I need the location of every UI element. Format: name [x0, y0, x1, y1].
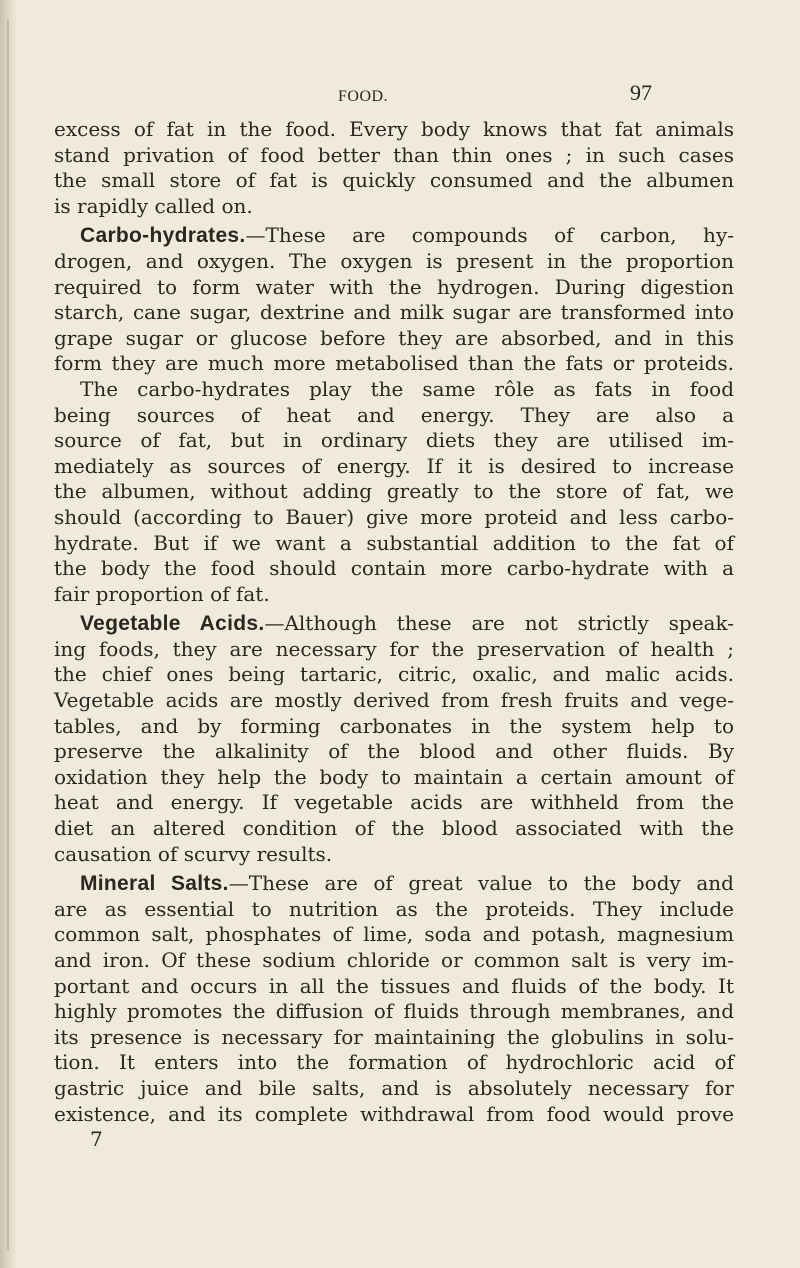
text-line: ing foods, they are necessary for the preservation of health ;	[54, 636, 734, 661]
text-line: excess of fat in the food. Every body knows that fat animals	[54, 117, 734, 141]
paragraph-vegetable-acids	[54, 611, 734, 867]
heading-line-text: —These are compounds of carbon, hy-	[245, 223, 734, 248]
text-line: hydrate. But if we want a substantial addition to the fat of	[54, 530, 734, 555]
section-heading-mineral-salts: Mineral Salts.	[80, 872, 229, 896]
text-line: stand privation of food better than thin ones ; in such cases	[54, 142, 734, 167]
text-line: The carbo-hydrates play the same rôle as fats in food	[80, 376, 734, 401]
text-line: is rapidly called on.	[54, 193, 253, 218]
body-text	[54, 117, 734, 1151]
text-line: drogen, and oxygen. The oxygen is present in the proportion	[54, 248, 734, 273]
text-line: required to form water with the hydrogen. During digestion	[54, 274, 734, 299]
text-line: tables, and by forming carbonates in the system help to	[54, 713, 734, 738]
text-line	[54, 223, 734, 249]
page-gutter-shadow	[0, 0, 18, 1268]
text-line: Vegetable acids are mostly derived from fresh fruits and vege-	[54, 688, 734, 713]
text-line: preserve the alkalinity of the blood and other fluids. By	[54, 739, 734, 764]
binding-edge	[7, 20, 9, 1250]
signature-mark: 7	[90, 1127, 103, 1152]
heading-line-text: —Although these are not strictly speak-	[264, 611, 734, 636]
running-head: FOOD.	[338, 88, 389, 105]
heading-line-text: —These are of great value to the body and	[228, 871, 734, 896]
text-line	[54, 871, 734, 897]
text-line: form they are much more metabolised than the fats or proteids.	[54, 351, 734, 376]
text-line: gastric juice and bile salts, and is absolutely necessary for	[54, 1075, 734, 1100]
text-line: diet an altered condition of the blood associated with the	[54, 816, 734, 841]
text-line: heat and energy. If vegetable acids are withheld from the	[54, 790, 734, 815]
text-line: the body the food should contain more carbo-hydrate with a	[54, 556, 734, 581]
section-heading-carbo-hydrates: Carbo-hydrates.	[80, 224, 246, 248]
page-header	[0, 80, 800, 110]
text-line: mediately as sources of energy. If it is desired to increase	[54, 453, 734, 478]
text-line: portant and occurs in all the tissues and fluids of the body. It	[54, 973, 734, 998]
paragraph-mineral-salts	[54, 871, 734, 1127]
paragraph-carbo-hydrates	[54, 223, 734, 377]
text-line: fair proportion of fat.	[54, 581, 270, 606]
text-line: starch, cane sugar, dextrine and milk sugar are transformed into	[54, 300, 734, 325]
text-line: oxidation they help the body to maintain a certain amount of	[54, 764, 734, 789]
page-number: 97	[630, 80, 652, 105]
text-line: existence, and its complete withdrawal from food would prove	[54, 1101, 734, 1126]
text-line: highly promotes the diffusion of fluids through membranes, and	[54, 999, 734, 1024]
text-line: grape sugar or glucose before they are absorbed, and in this	[54, 325, 734, 350]
section-heading-vegetable-acids: Vegetable Acids.	[80, 612, 265, 636]
text-line: the albumen, without adding greatly to the store of fat, we	[54, 479, 734, 504]
text-line: the small store of fat is quickly consumed and the albumen	[54, 168, 734, 193]
text-line: being sources of heat and energy. They are also a	[54, 402, 734, 427]
text-line: are as essential to nutrition as the proteids. They include	[54, 896, 734, 921]
paragraph-intro	[54, 117, 734, 219]
text-line	[54, 611, 734, 637]
text-line: tion. It enters into the formation of hydrochloric acid of	[54, 1050, 734, 1075]
text-line: and iron. Of these sodium chloride or common salt is very im-	[54, 948, 734, 972]
text-line: causation of scurvy results.	[54, 841, 333, 866]
paragraph-carbo-hydrates-role	[54, 377, 734, 607]
text-line: the chief ones being tartaric, citric, oxalic, and malic acids.	[54, 662, 734, 687]
text-line: source of fat, but in ordinary diets they are utilised im-	[54, 428, 734, 453]
text-line: common salt, phosphates of lime, soda and potash, magnesium	[54, 922, 734, 947]
text-line: its presence is necessary for maintaining the globulins in solu-	[54, 1024, 734, 1049]
text-line: should (according to Bauer) give more proteid and less carbo-	[54, 504, 734, 529]
